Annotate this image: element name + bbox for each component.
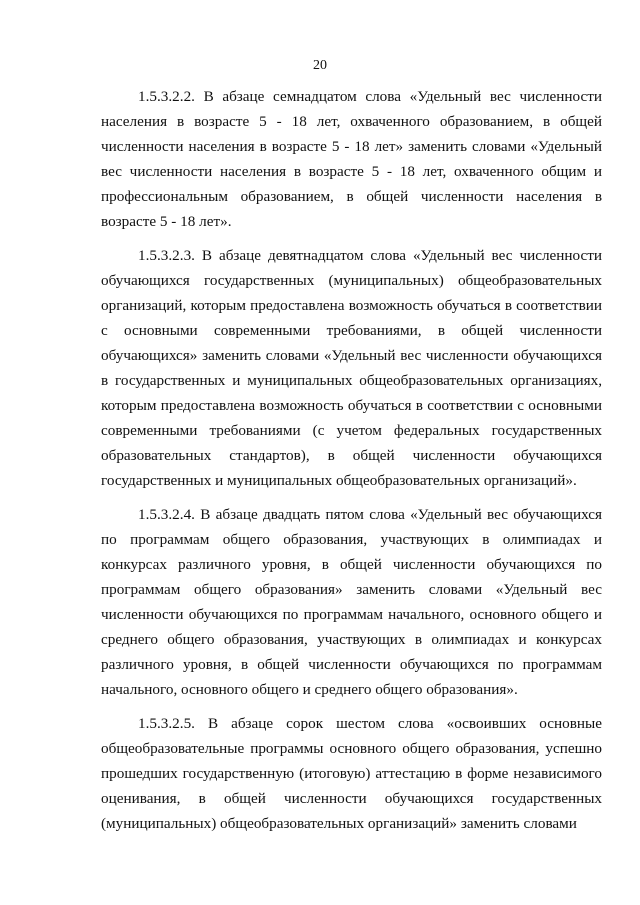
document-body — [101, 84, 602, 845]
paragraph-1-5-3-2-3: 1.5.3.2.3. В абзаце девятнадцатом слова «Удельный вес численности обучающихся государственных (муниципальных) общеобразовательных организаций, которым предоставлена возможность обучаться в соответствии с основными современными требованиями, в общей численности обучающихся» заменить словами «Удельный вес численности обучающихся в государственных и муниципальных общеобразовательных организациях, которым предоставлена возможность обучаться в соответствии с основными современными требованиями (с учетом федеральных государственных образовательных стандартов), в общей численности обучающихся государственных и муниципальных общеобразовательных организаций». — [101, 247, 602, 489]
paragraph-1-5-3-2-4: 1.5.3.2.4. В абзаце двадцать пятом слова «Удельный вес обучающихся по программам общего образования, участвующих в олимпиадах и конкурсах различного уровня, в общей численности обучающихся по программам общего образования» заменить словами «Удельный вес численности обучающихся по программам начального, основного общего и среднего общего образования, участвующих в олимпиадах и конкурсах различного уровня, в общей численности обучающихся по программам начального, основного общего и среднего общего образования». — [101, 506, 602, 698]
paragraph-1-5-3-2-2: 1.5.3.2.2. В абзаце семнадцатом слова «Удельный вес численности населения в возрасте 5 - 18 лет, охваченного образованием, в общей численности населения в возрасте 5 - 18 лет» заменить словами «Удельный вес численности населения в возрасте 5 - 18 лет, охваченного общим и профессиональным образованием, в общей численности населения в возрасте 5 - 18 лет». — [101, 88, 602, 230]
page-number: 20 — [313, 58, 327, 73]
paragraph-1-5-3-2-5: 1.5.3.2.5. В абзаце сорок шестом слова «освоивших основные общеобразовательные программы основного общего образования, успешно прошедших государственную (итоговую) аттестацию в форме независимого оценивания, в общей численности обучающихся государственных (муниципальных) общеобразовательных организаций» заменить словами — [101, 715, 602, 832]
